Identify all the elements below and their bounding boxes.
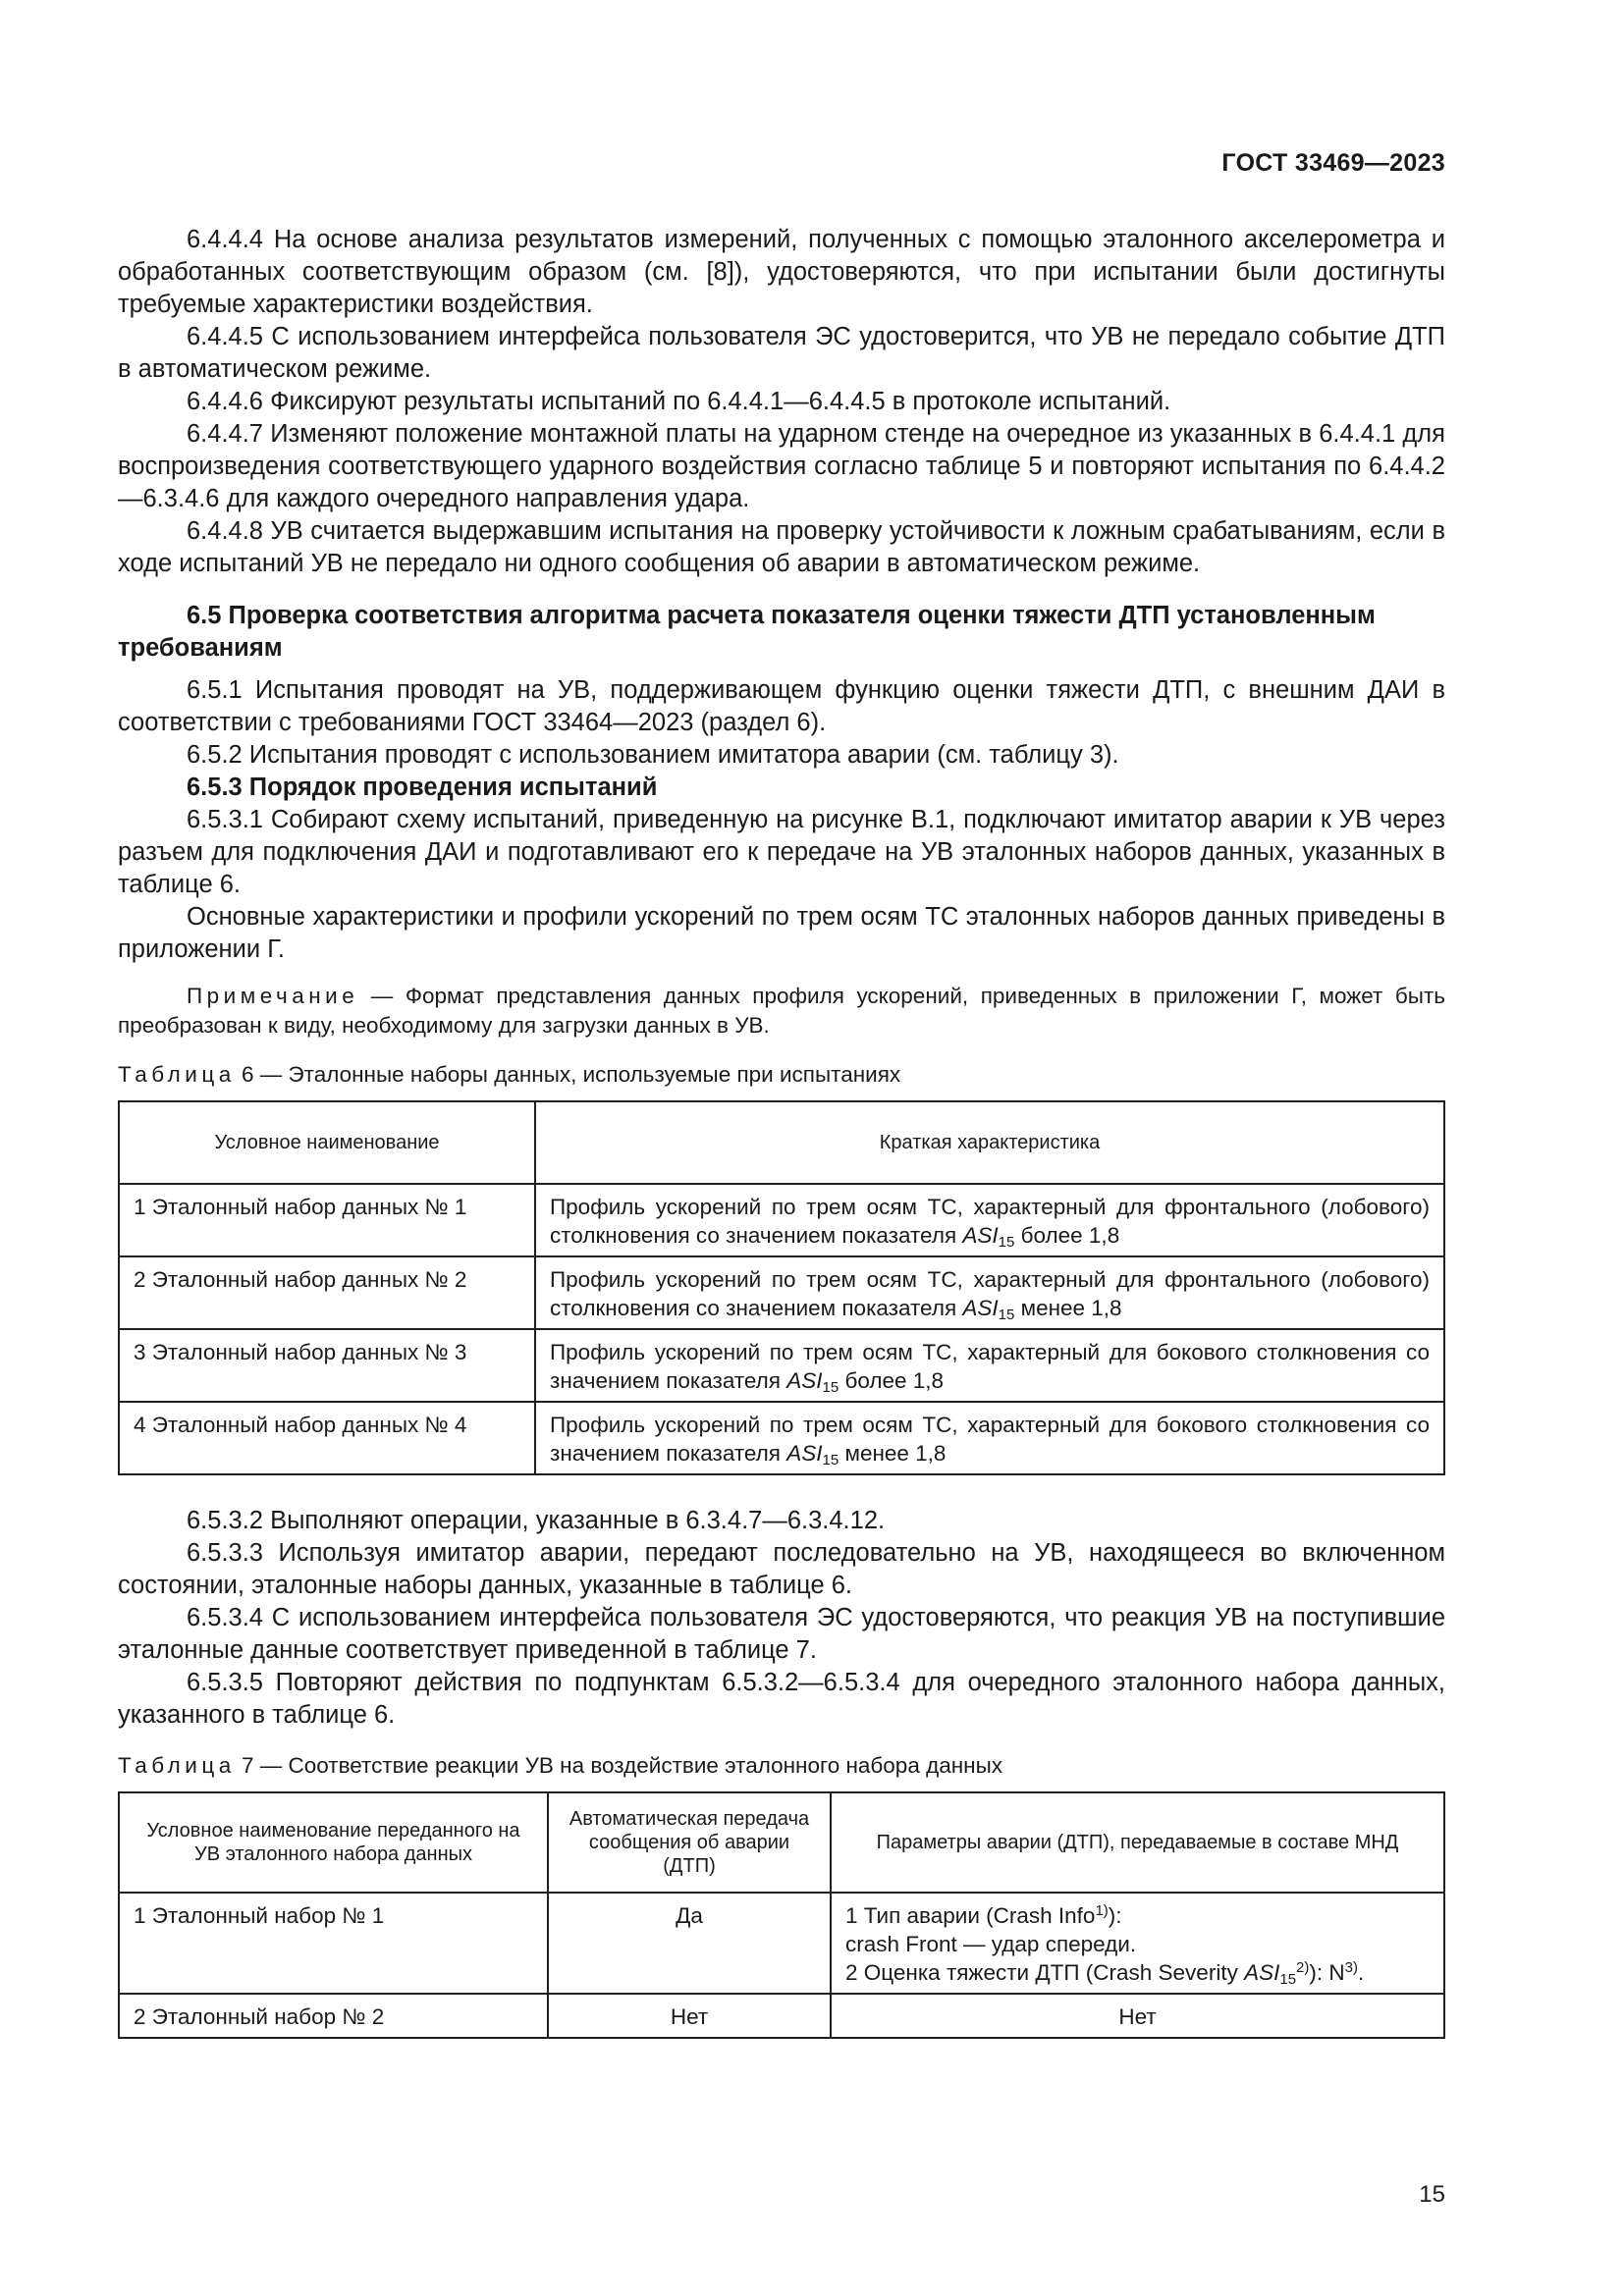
asi-subscript: 15 <box>1279 1971 1297 1988</box>
asi-subscript: 15 <box>822 1379 839 1396</box>
table-header-row <box>119 1792 1444 1893</box>
table6-caption <box>118 1058 1445 1091</box>
table-row <box>119 1402 1444 1474</box>
document-header: ГОСТ 33469—2023 <box>1221 149 1445 177</box>
table-cell-name: 2 Эталонный набор № 2 <box>119 1994 548 2038</box>
footnote-mark: 2) <box>1296 1959 1310 1976</box>
desc-tail: более 1,8 <box>839 1368 945 1393</box>
table-cell-desc <box>535 1402 1444 1474</box>
table-cell-params <box>831 1893 1444 1994</box>
paragraph-6-4-4-5: 6.4.4.5 С использованием интерфейса пользователя ЭС удостоверится, что УВ не передало событие ДТП в автоматическом режиме. <box>118 323 1445 383</box>
table-cell-desc <box>535 1256 1444 1329</box>
paragraph-profiles: Основные характеристики и профили ускорений по трем осям ТС эталонных наборов данных приведены в приложении Г. <box>118 903 1445 963</box>
table-row <box>119 1893 1444 1994</box>
paragraph-6-5-3-4: 6.5.3.4 С использованием интерфейса пользователя ЭС удостоверяются, что реакция УВ на поступившие эталонные данные соответствует приведенной в таблице 7. <box>118 1604 1445 1664</box>
footnote-mark: 1) <box>1095 1902 1109 1919</box>
table6-caption-text: 6 — Эталонные наборы данных, используемые при испытаниях <box>235 1062 901 1087</box>
table-cell-params: Нет <box>831 1994 1444 2038</box>
paragraph-6-5-3-3: 6.5.3.3 Используя имитатор аварии, передают последовательно на УВ, находящееся во включенном состоянии, эталонные наборы данных, указанные в таблице 6. <box>118 1539 1445 1599</box>
paragraph-6-4-4-7: 6.4.4.7 Изменяют положение монтажной платы на ударном стенде на очередное из указанных в 6.4.4.1 для воспроизведения соответствующего ударного воздействия согласно таблице 5 и повторяют испытания по 6.4.4.2—6.3.4.6 для каждого очередного направления удара. <box>118 420 1445 512</box>
asi-symbol: ASI <box>786 1368 823 1393</box>
section-heading-6-5: 6.5 Проверка соответствия алгоритма расчета показателя оценки тяжести ДТП установленным требованиям <box>118 602 1376 662</box>
asi-symbol: ASI <box>962 1223 999 1248</box>
table-7 <box>118 1791 1445 2039</box>
param-text: ): N <box>1309 1960 1345 1985</box>
asi-symbol: ASI <box>962 1296 999 1320</box>
param-text: ): <box>1108 1903 1122 1928</box>
table-row <box>119 1184 1444 1256</box>
asi-symbol: ASI <box>1244 1960 1280 1985</box>
desc-text: Профиль ускорений по трем осям ТС, характерный для бокового столкновения со значением показателя <box>550 1340 1430 1393</box>
asi-symbol: ASI <box>786 1441 823 1466</box>
table-cell-auto: Нет <box>548 1994 831 2038</box>
paragraph-6-5-2: 6.5.2 Испытания проводят с использованием имитатора аварии (см. таблицу 3). <box>187 741 1119 769</box>
table-header-row <box>119 1101 1444 1184</box>
paragraph-6-5-3-1: 6.5.3.1 Собирают схему испытаний, приведенную на рисунке В.1, подключают имитатор аварии к УВ через разъем для подключения ДАИ и подготавливают его к передаче на УВ эталонных наборов данных, указанных в таблице 6. <box>118 806 1445 898</box>
param-line-1 <box>845 1901 1430 1930</box>
table-cell-name: 2 Эталонный набор данных № 2 <box>119 1256 535 1329</box>
desc-tail: менее 1,8 <box>839 1441 947 1466</box>
paragraph-6-5-3-5: 6.5.3.5 Повторяют действия по подпунктам 6.5.3.2—6.5.3.4 для очередного эталонного набора данных, указанного в таблице 6. <box>118 1669 1445 1729</box>
table-cell-auto: Да <box>548 1893 831 1994</box>
table-cell-desc <box>535 1184 1444 1256</box>
paragraph-6-5-1: 6.5.1 Испытания проводят на УВ, поддерживающем функцию оценки тяжести ДТП, с внешним ДАИ в соответствии с требованиями ГОСТ 33464—2023 (раздел 6). <box>118 676 1445 736</box>
param-text: 2 Оценка тяжести ДТП (Crash Severity <box>845 1960 1245 1985</box>
table7-caption-text: 7 — Соответствие реакции УВ на воздействие эталонного набора данных <box>235 1753 1003 1778</box>
table7-caption-label: Таблица <box>118 1753 236 1778</box>
note <box>118 982 1445 1041</box>
desc-tail: менее 1,8 <box>1014 1296 1122 1320</box>
desc-text: Профиль ускорений по трем осям ТС, характерный для бокового столкновения со значением показателя <box>550 1413 1430 1466</box>
table-header-cell: Условное наименование переданного на УВ эталонного набора данных <box>119 1792 548 1893</box>
desc-tail: более 1,8 <box>1014 1223 1120 1248</box>
paragraph-6-4-4-6: 6.4.4.6 Фиксируют результаты испытаний по 6.4.4.1—6.4.4.5 в протоколе испытаний. <box>187 388 1171 415</box>
param-text: 1 Тип аварии (Crash Info <box>845 1903 1096 1928</box>
param-line-3 <box>845 1958 1430 1987</box>
note-text: — Формат представления данных профиля ускорений, приведенных в приложении Г, может быть преобразован к виду, необходимому для загрузки данных в УВ. <box>118 984 1445 1038</box>
table-header-cell: Автоматическая передача сообщения об аварии (ДТП) <box>548 1792 831 1893</box>
page-number: 15 <box>1419 2181 1445 2208</box>
subsection-heading-6-5-3: 6.5.3 Порядок проведения испытаний <box>187 774 658 801</box>
page-content <box>118 224 1445 2039</box>
table-header-cell: Условное наименование <box>119 1101 535 1184</box>
desc-text: Профиль ускорений по трем осям ТС, характерный для фронтального (лобового) столкновения со значением показателя <box>550 1267 1430 1320</box>
note-label: Примечание <box>187 984 359 1008</box>
table7-caption <box>118 1749 1445 1782</box>
table-header-cell: Краткая характеристика <box>535 1101 1444 1184</box>
table6-caption-label: Таблица <box>118 1062 236 1087</box>
desc-text: Профиль ускорений по трем осям ТС, характерный для фронтального (лобового) столкновения со значением показателя <box>550 1195 1430 1248</box>
param-line-2: crash Front — удар спереди. <box>845 1932 1137 1956</box>
paragraph-6-4-4-4: 6.4.4.4 На основе анализа результатов измерений, полученных с помощью эталонного акселерометра и обработанных соответствующим образом (см. [8]), удостоверяются, что при испытании были достигнуты требуемые характеристики воздействия. <box>118 226 1445 318</box>
table-cell-name: 4 Эталонный набор данных № 4 <box>119 1402 535 1474</box>
table-cell-desc <box>535 1329 1444 1402</box>
asi-subscript: 15 <box>998 1307 1015 1323</box>
table-row <box>119 1994 1444 2038</box>
table-header-cell: Параметры аварии (ДТП), передаваемые в составе МНД <box>831 1792 1444 1893</box>
table-row <box>119 1256 1444 1329</box>
param-text: . <box>1357 1960 1365 1985</box>
asi-subscript: 15 <box>998 1234 1015 1251</box>
footnote-mark: 3) <box>1344 1959 1358 1976</box>
paragraphs-after-table6 <box>118 1505 1445 1732</box>
table-cell-name: 1 Эталонный набор № 1 <box>119 1893 548 1994</box>
table-cell-name: 3 Эталонный набор данных № 3 <box>119 1329 535 1402</box>
asi-subscript: 15 <box>822 1452 839 1468</box>
paragraph-6-5-3-2: 6.5.3.2 Выполняют операции, указанные в 6.3.4.7—6.3.4.12. <box>187 1507 886 1534</box>
table-cell-name: 1 Эталонный набор данных № 1 <box>119 1184 535 1256</box>
paragraph-6-4-4-8: 6.4.4.8 УВ считается выдержавшим испытания на проверку устойчивости к ложным срабатываниям, если в ходе испытаний УВ не передало ни одного сообщения об аварии в автоматическом режиме. <box>118 517 1445 577</box>
table-row <box>119 1329 1444 1402</box>
table-6 <box>118 1100 1445 1475</box>
